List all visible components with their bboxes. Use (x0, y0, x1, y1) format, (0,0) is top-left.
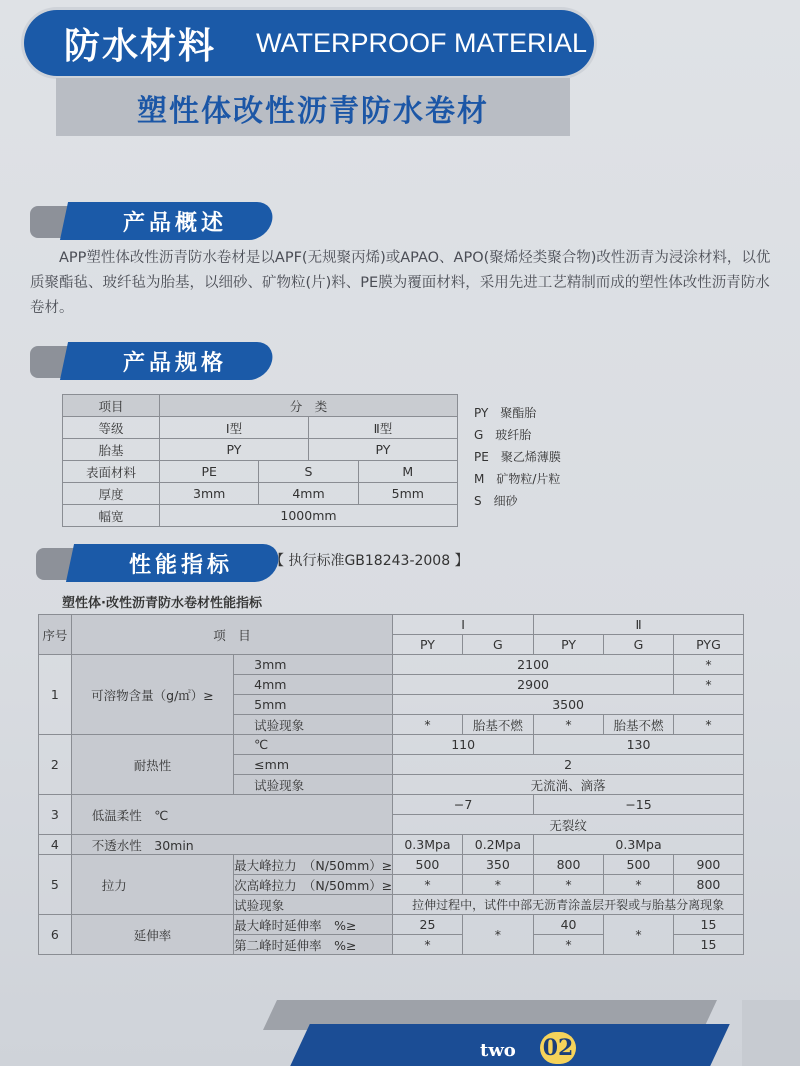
perf-table-title: 塑性体·改性沥青防水卷材性能指标 (62, 596, 262, 611)
overview-paragraph: APP塑性体改性沥青防水卷材是以APF(无规聚丙烯)或APAO、APO(聚烯烃类聚合物)改性沥青为浸涂材料，以优质聚酯毡、玻纤毡为胎基，以细砂、矿物粒(片)料、PE膜为覆面材料，采用先进工艺精制而成的塑性体改性沥青防水卷材。 (30, 250, 771, 316)
perf-r6-e2-1: * (393, 935, 462, 955)
perf-r1-test-1: * (393, 715, 462, 735)
perf-r3-I: −7 (393, 795, 534, 815)
spec-type1: Ⅰ型 (160, 417, 309, 439)
perf-r1-3mm-val: 2100 (393, 655, 674, 675)
legend-m: M 矿物粒/片粒 (474, 472, 561, 486)
perf-r5-sub-1: * (393, 875, 462, 895)
perf-head-pyg: PYG (673, 635, 743, 655)
perf-r6-2: * (462, 915, 533, 955)
perf-r1-test-5: * (673, 715, 743, 735)
spec-thick-3: 3mm (160, 483, 259, 505)
spec-surface-m: M (358, 461, 457, 483)
section-spec-title: 产品规格 (122, 351, 227, 376)
perf-r2-item: 耐热性 (71, 735, 233, 795)
perf-r1-4mm-pyg: * (673, 675, 743, 695)
performance-table (38, 614, 744, 955)
perf-r1-test-4: 胎基不燃 (604, 715, 674, 735)
perf-r1-3mm: 3mm (234, 655, 393, 675)
perf-head-py1: PY (393, 635, 462, 655)
perf-r1-5mm-val: 3500 (393, 695, 744, 715)
perf-r5-test-val: 拉伸过程中，试件中部无沥青涂盖层开裂或与胎基分离现象 (393, 895, 744, 915)
section-spec (30, 342, 280, 378)
standard-note: 【 执行标准GB18243-2008 】 (270, 553, 469, 569)
perf-r5-sub-2: * (462, 875, 533, 895)
spec-thick-label: 厚度 (63, 483, 160, 505)
perf-r1-5mm: 5mm (234, 695, 393, 715)
spec-type2: Ⅱ型 (308, 417, 457, 439)
perf-r2-mm-val: 2 (393, 755, 744, 775)
perf-head-g1: G (462, 635, 533, 655)
legend-g: G 玻纤胎 (474, 428, 532, 442)
perf-r5-max-2: 350 (462, 855, 533, 875)
perf-r3-II: −15 (534, 795, 744, 815)
perf-r2-c-II: 130 (534, 735, 744, 755)
perf-r5-max-5: 900 (673, 855, 743, 875)
section-performance (36, 544, 286, 580)
perf-head-I: Ⅰ (393, 615, 534, 635)
legend-pe: PE 聚乙烯薄膜 (474, 450, 561, 464)
perf-r2-test: 试验现象 (234, 775, 393, 795)
spec-thick-4: 4mm (259, 483, 358, 505)
perf-r3-result: 无裂纹 (393, 815, 744, 835)
spec-surface-s: S (259, 461, 358, 483)
perf-head-no: 序号 (39, 615, 72, 655)
perf-r1-item: 可溶物含量（g/㎡）≥ (71, 655, 233, 735)
spec-head-item: 项目 (63, 395, 160, 417)
perf-r6-e1-3: 40 (534, 915, 604, 935)
perf-r2-c: ℃ (234, 735, 393, 755)
perf-r6-4: * (604, 915, 674, 955)
perf-r6-e2-3: * (534, 935, 604, 955)
spec-surface-label: 表面材料 (63, 461, 160, 483)
spec-thick-5: 5mm (358, 483, 457, 505)
perf-r6-e1: 最大峰时延伸率 %≥ (234, 915, 393, 935)
spec-surface-pe: PE (160, 461, 259, 483)
perf-r5-max-3: 800 (534, 855, 604, 875)
perf-r2-mm: ≤mm (234, 755, 393, 775)
perf-r5-no: 5 (39, 855, 72, 915)
footer-page-word: two (480, 1040, 516, 1061)
footer-right-block (742, 1000, 800, 1066)
spec-width-label: 幅宽 (63, 505, 160, 527)
spec-base2: PY (308, 439, 457, 461)
perf-r4-item: 不透水性 30min (71, 835, 392, 855)
spec-grade-label: 等级 (63, 417, 160, 439)
perf-head-py2: PY (534, 635, 604, 655)
perf-r3-no: 3 (39, 795, 72, 835)
subtitle-band (56, 78, 570, 136)
header-title-en: WATERPROOF MATERIAL (256, 28, 588, 58)
perf-r3-item: 低温柔性 ℃ (71, 795, 392, 835)
perf-r2-test-val: 无流淌、滴落 (393, 775, 744, 795)
perf-r1-test: 试验现象 (234, 715, 393, 735)
perf-r1-3mm-pyg: * (673, 655, 743, 675)
section-overview-title: 产品概述 (122, 211, 227, 236)
header-banner (24, 10, 594, 76)
perf-r5-sub: 次高峰拉力 （N/50mm）≥ (234, 875, 393, 895)
perf-r1-4mm: 4mm (234, 675, 393, 695)
section-performance-title: 性能指标 (128, 553, 233, 578)
spec-head-class: 分 类 (160, 395, 458, 417)
perf-r1-test-2: 胎基不燃 (462, 715, 533, 735)
perf-r5-test: 试验现象 (234, 895, 393, 915)
perf-head-II: Ⅱ (534, 615, 744, 635)
perf-r1-no: 1 (39, 655, 72, 735)
perf-r6-no: 6 (39, 915, 72, 955)
perf-r4-no: 4 (39, 835, 72, 855)
perf-r1-4mm-val: 2900 (393, 675, 674, 695)
perf-r5-item: 拉力 (71, 855, 233, 915)
perf-r6-e2-5: 15 (673, 935, 743, 955)
spec-base1: PY (160, 439, 309, 461)
perf-head-item: 项 目 (71, 615, 392, 655)
spec-legend (474, 402, 561, 512)
perf-r5-max: 最大峰拉力 （N/50mm）≥ (234, 855, 393, 875)
spec-table (62, 394, 458, 527)
perf-r4-1: 0.3Mpa (393, 835, 462, 855)
section-overview (30, 202, 280, 238)
perf-r4-3: 0.3Mpa (534, 835, 744, 855)
footer-page-number: 02 (540, 1032, 576, 1064)
perf-r1-test-3: * (534, 715, 604, 735)
perf-r5-max-4: 500 (604, 855, 674, 875)
perf-head-g2: G (604, 635, 674, 655)
spec-width-value: 1000mm (160, 505, 458, 527)
header-title-cn: 防水材料 (64, 26, 217, 67)
perf-r2-no: 2 (39, 735, 72, 795)
perf-r5-sub-5: 800 (673, 875, 743, 895)
spec-base-label: 胎基 (63, 439, 160, 461)
perf-r6-e1-5: 15 (673, 915, 743, 935)
subtitle: 塑性体改性沥青防水卷材 (137, 94, 489, 129)
perf-r5-sub-3: * (534, 875, 604, 895)
perf-r4-2: 0.2Mpa (462, 835, 533, 855)
legend-py: PY 聚酯胎 (474, 406, 537, 420)
perf-r5-max-1: 500 (393, 855, 462, 875)
legend-s: S 细砂 (474, 494, 518, 508)
perf-r6-item: 延伸率 (71, 915, 233, 955)
perf-r6-e1-1: 25 (393, 915, 462, 935)
perf-r6-e2: 第二峰时延伸率 %≥ (234, 935, 393, 955)
perf-r5-sub-4: * (604, 875, 674, 895)
perf-r2-c-I: 110 (393, 735, 534, 755)
